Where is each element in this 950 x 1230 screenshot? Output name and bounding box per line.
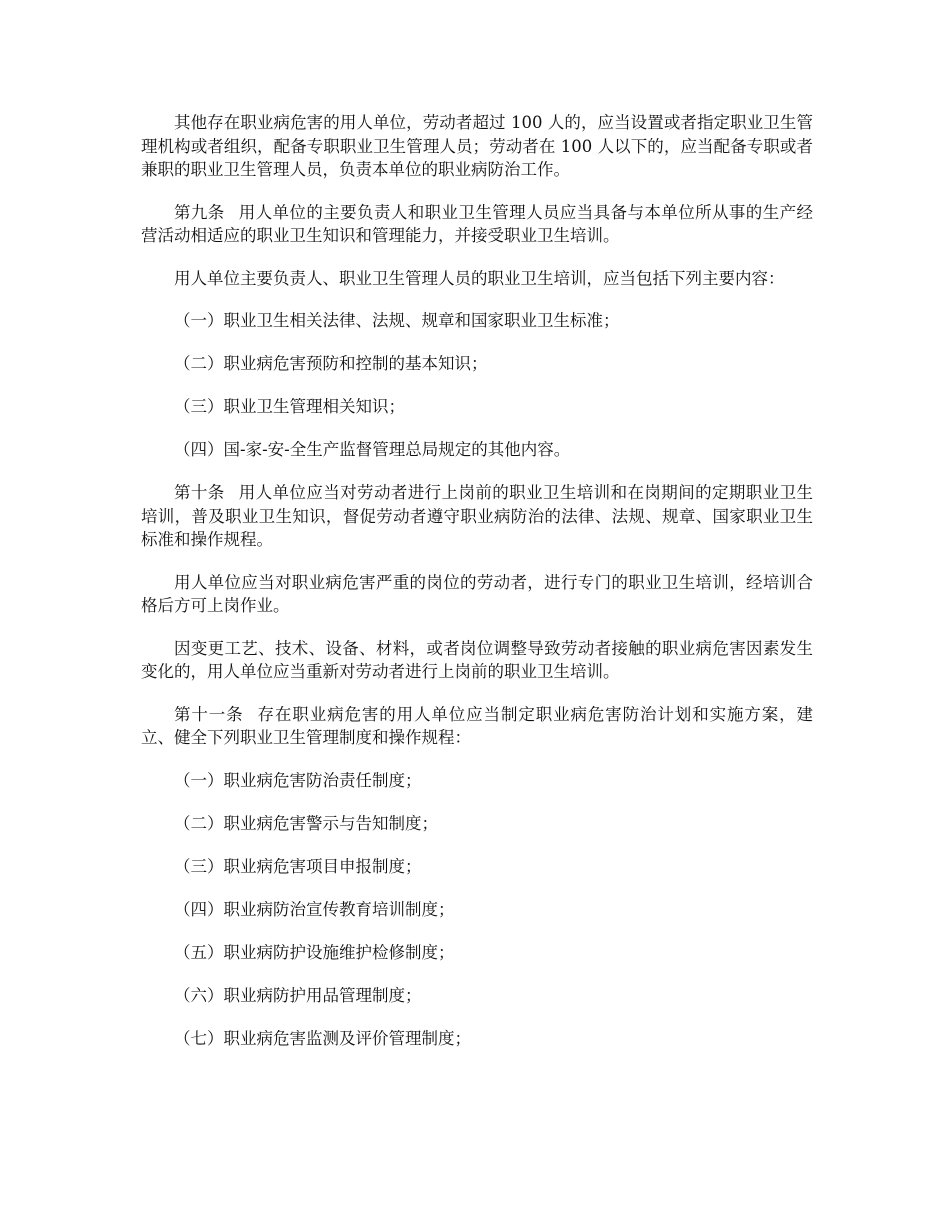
list-item: （四）国-家-安-全生产监督管理总局规定的其他内容。 [174, 440, 571, 459]
document-body [141, 111, 813, 1070]
article-11 [141, 703, 813, 750]
list-item: （二）职业病危害预防和控制的基本知识； [174, 354, 488, 373]
list-item: （六）职业病防护用品管理制度； [174, 985, 422, 1005]
article-text: 用人单位应当对劳动者进行上岗前的职业卫生培训和在岗期间的定期职业卫生培训，普及职业卫生知识，督促劳动者遵守职业病防治的法律、法规、规章、国家职业卫生标准和操作规程。 [141, 483, 814, 549]
paragraph: 因变更工艺、技术、设备、材料，或者岗位调整导致劳动者接触的职业病危害因素发生变化的，用人单位应当重新对劳动者进行上岗前的职业卫生培训。 [141, 638, 813, 681]
list-item: （三）职业病危害项目申报制度； [174, 856, 422, 876]
article-number: 第九条 [174, 202, 225, 222]
list-item: （四）职业病防治宣传教育培训制度； [174, 899, 455, 919]
paragraph: 用人单位主要负责人、职业卫生管理人员的职业卫生培训，应当包括下列主要内容： [174, 268, 785, 288]
paragraph: 用人单位应当对职业病危害严重的岗位的劳动者，进行专门的职业卫生培训，经培训合格后方可上岗作业。 [141, 572, 813, 615]
list-item: （一）职业病危害防治责任制度； [174, 770, 422, 790]
list-item: （七）职业病危害监测及评价管理制度； [174, 1028, 471, 1048]
article-number: 第十条 [174, 483, 225, 502]
list-item: （一）职业卫生相关法律、法规、规章和国家职业卫生标准； [174, 311, 620, 330]
article-text: 存在职业病危害的用人单位应当制定职业病危害防治计划和实施方案，建立、健全下列职业卫生管理制度和操作规程： [141, 704, 814, 747]
article-text: 用人单位的主要负责人和职业卫生管理人员应当具备与本单位所从事的生产经营活动相适应的职业卫生知识和管理能力，并接受职业卫生培训。 [141, 202, 814, 245]
paragraph: 其他存在职业病危害的用人单位，劳动者超过 100 人的，应当设置或者指定职业卫生管理机构或者组织，配备专职职业卫生管理人员；劳动者在 100 人以下的，应当配备专职或者兼职的职业卫生管理人员，负责本单位的职业病防治工作。 [141, 113, 813, 179]
list-item: （五）职业病防护设施维护检修制度； [174, 942, 455, 962]
article-10 [141, 481, 813, 552]
article-number: 第十一条 [174, 704, 244, 724]
article-9 [141, 201, 813, 248]
list-item: （二）职业病危害警示与告知制度； [174, 813, 438, 833]
list-item: （三）职业卫生管理相关知识； [174, 397, 405, 416]
